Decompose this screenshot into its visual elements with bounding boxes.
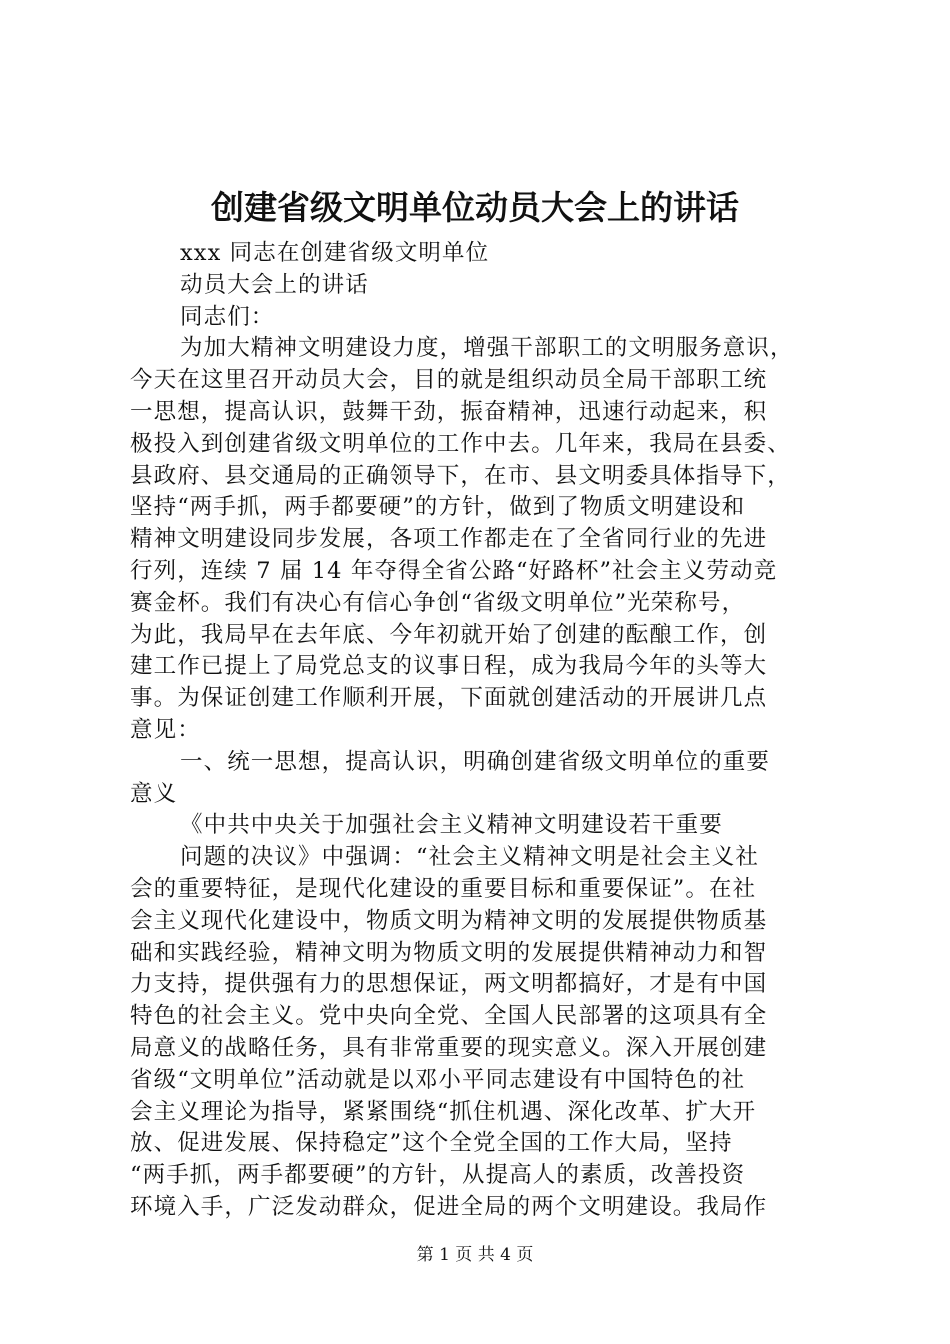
body-line: 会主义理论为指导，紧紧围绕“抓住机遇、深化改革、扩大开 <box>130 1098 757 1125</box>
document-body <box>130 238 840 1224</box>
body-line: 建工作已提上了局党总支的议事日程，成为我局今年的头等大 <box>130 653 768 680</box>
page-footer: 第 1 页 共 4 页 <box>416 1245 534 1265</box>
document-title: 创建省级文明单位动员大会上的讲话 <box>211 188 739 227</box>
body-line: 一、统一思想，提高认识，明确创建省级文明单位的重要 <box>180 748 771 775</box>
body-line: 极投入到创建省级文明单位的工作中去。几年来，我局在县委、 <box>130 430 791 457</box>
body-line: 意见： <box>130 716 201 743</box>
body-line: 事。为保证创建工作顺利开展，下面就创建活动的开展讲几点 <box>130 685 768 712</box>
body-line: 同志们： <box>180 303 275 330</box>
body-line: 坚持“两手抓，两手都要硬”的方针，做到了物质文明建设和 <box>130 494 746 521</box>
body-line: 意义 <box>130 780 178 807</box>
body-line: 《中共中央关于加强社会主义精神文明建设若干重要 <box>180 812 723 839</box>
body-line: xxx 同志在创建省级文明单位 <box>180 240 490 266</box>
body-line: 为此，我局早在去年底、今年初就开始了创建的酝酿工作，创 <box>130 621 768 648</box>
body-line: 环境入手，广泛发动群众，促进全局的两个文明建设。我局作 <box>130 1193 768 1220</box>
body-line: “两手抓，两手都要硬”的方针，从提高人的素质，改善投资 <box>130 1162 746 1189</box>
body-line: 为加大精神文明建设力度，增强干部职工的文明服务意识， <box>180 335 794 362</box>
body-line: 今天在这里召开动员大会，目的就是组织动员全局干部职工统 <box>130 367 768 394</box>
body-line: 问题的决议》中强调：“社会主义精神文明是社会主义社 <box>180 844 760 871</box>
body-line: 行列，连续 7 届 14 年夺得全省公路“好路杯”社会主义劳动竞 <box>130 557 778 584</box>
body-line: 会主义现代化建设中，物质文明为精神文明的发展提供物质基 <box>130 907 768 934</box>
body-line: 动员大会上的讲话 <box>180 271 369 298</box>
body-line: 精神文明建设同步发展，各项工作都走在了全省同行业的先进 <box>130 526 768 553</box>
body-line: 省级“文明单位”活动就是以邓小平同志建设有中国特色的社 <box>130 1066 746 1093</box>
body-line: 会的重要特征，是现代化建设的重要目标和重要保证”。在社 <box>130 875 757 902</box>
body-line: 一思想，提高认识，鼓舞干劲，振奋精神，迅速行动起来，积 <box>130 398 768 425</box>
body-line: 础和实践经验，精神文明为物质文明的发展提供精神动力和智 <box>130 939 768 966</box>
body-line: 县政府、县交通局的正确领导下，在市、县文明委具体指导下， <box>130 462 791 489</box>
body-line: 放、促进发展、保持稳定”这个全党全国的工作大局，坚持 <box>130 1130 733 1157</box>
body-line: 力支持，提供强有力的思想保证，两文明都搞好，才是有中国 <box>130 971 768 998</box>
body-line: 特色的社会主义。党中央向全党、全国人民部署的这项具有全 <box>130 1003 768 1030</box>
body-line: 局意义的战略任务，具有非常重要的现实意义。深入开展创建 <box>130 1034 768 1061</box>
body-line: 赛金杯。我们有决心有信心争创“省级文明单位”光荣称号， <box>130 589 746 616</box>
